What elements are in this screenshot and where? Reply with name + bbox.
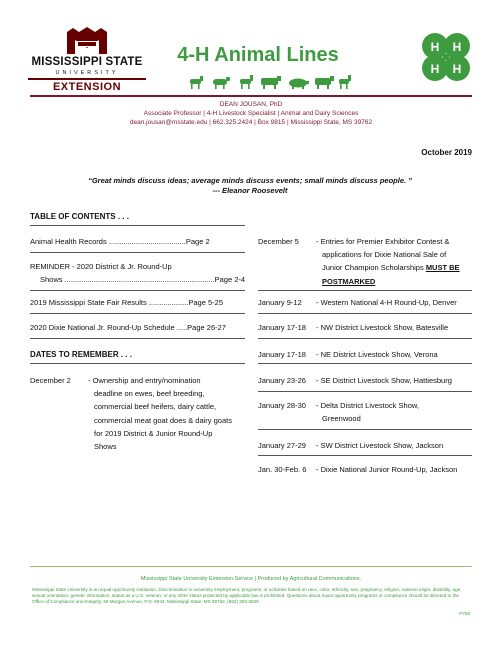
sheep-icon [213,77,230,89]
goat-icon [190,76,203,89]
dates-rule [30,363,245,364]
event-description: - SE District Livestock Show, Hattiesburg [316,376,452,385]
event-date: December 5 [258,237,299,246]
contact-title: Associate Professor | 4-H Livestock Specialist | Animal and Dairy Sciences [143,110,359,117]
footer-code: P758 [459,611,470,616]
event-rule [258,429,472,430]
event-description: - Delta District Livestock Show, Greenwood [316,401,419,424]
header-divider [30,95,472,97]
msu-university: UNIVERSITY [55,70,119,76]
event-description: - Western National 4-H Round-Up, Denver [316,298,457,307]
event-date: January 9-12 [258,298,302,307]
msu-name: MISSISSIPPI STATE [31,56,143,68]
svg-text:H: H [452,40,462,54]
event-description: - NW District Livestock Show, Batesville [316,323,449,332]
toc-rule [30,313,245,314]
event-date: January 17-18 [258,350,306,359]
event-rule [258,391,472,392]
contact-details: dean.jousan@msstate.edu | 662.325.2424 | Box 9815 | Mississippi State, MS 39762 [129,119,373,126]
toc-item: 2019 Mississippi State Fair Results ...................Page 5-25 [30,298,223,307]
event-rule [258,363,472,364]
toc-rule [30,290,245,291]
animal-icons-row [184,74,354,90]
footer-disclaimer: Mississippi State University is an equal opportunity institution. Discrimination in university employment, programs, or activities based on race, color, ethnicity, sex, pregnancy, religion, national origin, disability, age, sexual orientation, genetic information, status as a U.S. veteran, or any other status protected by applicable law is prohibited. Questions about equal opportunity programs or compliance should be directed to the Office of Compliance and Integrity, 56 Morgan Avenue, P.O. 6044, Mississippi State, MS 39762, (662) 325-5839. [32,587,462,605]
dates-heading: DATES TO REMEMBER . . . [30,350,132,359]
toc-item: Shows ........................................................................Page 2-4 [40,275,246,284]
msu-extension: EXTENSION [52,81,122,93]
svg-text:H: H [430,62,440,76]
svg-text:H: H [452,62,462,76]
event-date: Jan. 30-Feb. 6 [258,465,307,474]
contact-name: DEAN JOUSAN, PhD [219,101,283,108]
event-description: - Dixie National Junior Round-Up, Jackson [316,465,458,474]
toc-heading: TABLE OF CONTENTS . . . [30,212,129,221]
msu-extension-logo [28,26,146,94]
msu-divider [28,78,146,80]
event-description: - Ownership and entry/nomination deadline on ewes, beef breeding, commercial beef heifers, dairy cattle, commercial meat goat does & dairy goats for 2019 District & Junior Round-Up Shows [88,376,232,452]
event-date: January 23-26 [258,376,306,385]
event-rule [258,455,472,456]
event-date: January 28-30 [258,401,306,410]
toc-rule [30,338,245,339]
toc-item: Animal Health Records .....................................Page 2 [30,237,210,246]
goat-icon [339,75,351,89]
toc-rule [30,225,245,226]
issue-date: October 2019 [421,148,472,157]
event-description: - NE District Livestock Show, Verona [316,350,438,359]
toc-item: 2020 Dixie National Jr. Round-Up Schedule .....Page 26-27 [30,323,226,332]
footer-credit: Mississippi State University Extension Service | Produced by Agricultural Communications. [140,576,362,582]
quote-author: --- Eleanor Roosevelt [212,186,288,195]
event-rule [258,290,472,291]
4h-clover-icon [415,26,477,88]
event-description: - Entries for Premier Exhibitor Contest & applications for Dixie National Sale of Junior Champion Scholarships MUST BE POSTMARKED [316,237,460,286]
cow-icon [261,76,281,89]
svg-text:H: H [430,40,440,54]
event-rule [258,313,472,314]
msu-shield-icon [65,26,109,56]
event-description: - SW District Livestock Show, Jackson [316,441,444,450]
goat-icon [240,75,253,89]
quote-text: “Great minds discuss ideas; average minds discuss events; small minds discuss people. ” [88,176,412,185]
toc-rule [30,252,245,253]
event-rule [258,338,472,339]
toc-item: REMINDER - 2020 District & Jr. Round-Up [30,262,172,271]
event-date: December 2 [30,376,71,385]
pig-icon [289,79,309,90]
event-date: January 17-18 [258,323,306,332]
event-date: January 27-29 [258,441,306,450]
newsletter-title: 4-H Animal Lines [177,44,339,66]
cow-icon [315,76,334,89]
footer-divider [30,566,472,567]
